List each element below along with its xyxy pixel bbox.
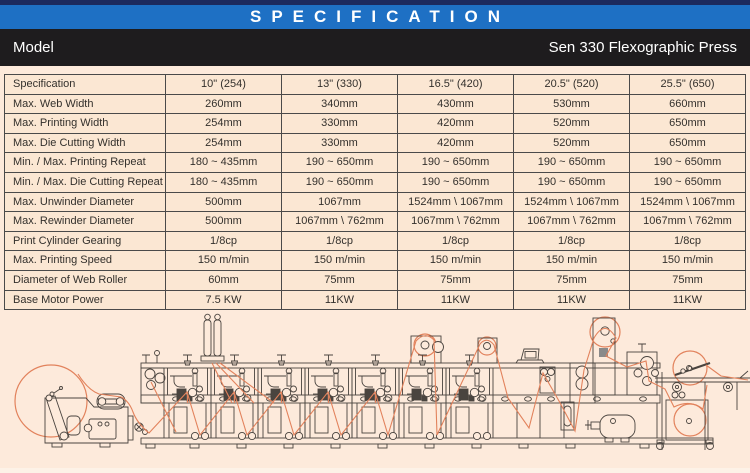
row-label: Print Cylinder Gearing	[5, 231, 166, 251]
spec-value-cell: 150 m/min	[630, 251, 746, 271]
table-row	[5, 192, 746, 212]
spec-value-cell: 520mm	[514, 114, 630, 134]
spec-value-cell: 150 m/min	[166, 251, 282, 271]
idler-towers	[411, 336, 497, 363]
spec-value-cell: 330mm	[282, 114, 398, 134]
row-label: Base Motor Power	[5, 290, 166, 310]
spec-value-cell: 7.5 KW	[166, 290, 282, 310]
table-row	[5, 270, 746, 290]
spec-value-cell: 254mm	[166, 114, 282, 134]
specification-banner	[0, 5, 750, 29]
spec-value-cell: 1/8cp	[630, 231, 746, 251]
spec-value-cell: 260mm	[166, 94, 282, 114]
spec-value-cell: 190 ~ 650mm	[282, 153, 398, 173]
size-column-header: 25.5" (650)	[630, 75, 746, 95]
pneumatic-cylinders	[201, 314, 224, 361]
spec-value-cell: 11KW	[398, 290, 514, 310]
spec-value-cell: 1067mm	[282, 192, 398, 212]
nip-roller-cluster	[627, 344, 659, 395]
row-label: Max. Rewinder Diameter	[5, 212, 166, 232]
spec-value-cell: 520mm	[514, 133, 630, 153]
spec-value-cell: 190 ~ 650mm	[398, 153, 514, 173]
size-column-header: 13" (330)	[282, 75, 398, 95]
delivery-conveyor	[655, 371, 750, 410]
spec-value-cell: 430mm	[398, 94, 514, 114]
spec-value-cell: 190 ~ 650mm	[630, 153, 746, 173]
spec-value-cell: 190 ~ 650mm	[398, 172, 514, 192]
spec-value-cell: 1067mm \ 762mm	[398, 212, 514, 232]
size-column-header: 20.5" (520)	[514, 75, 630, 95]
bottom-edge-strip	[0, 468, 750, 473]
row-label: Min. / Max. Die Cutting Repeat	[5, 172, 166, 192]
spec-value-cell: 190 ~ 650mm	[282, 172, 398, 192]
table-row	[5, 212, 746, 232]
spec-value-cell: 11KW	[514, 290, 630, 310]
spec-column-header: Specification	[5, 75, 166, 95]
spec-table-body	[5, 94, 746, 310]
model-label: Model	[13, 39, 54, 56]
model-value: Sen 330 Flexographic Press	[548, 39, 737, 56]
spec-value-cell: 1/8cp	[398, 231, 514, 251]
spec-value-cell: 150 m/min	[282, 251, 398, 271]
row-label: Max. Web Width	[5, 94, 166, 114]
spec-value-cell: 530mm	[514, 94, 630, 114]
spec-value-cell: 180 ~ 435mm	[166, 153, 282, 173]
table-row	[5, 133, 746, 153]
row-label: Max. Printing Speed	[5, 251, 166, 271]
row-label: Diameter of Web Roller	[5, 270, 166, 290]
spec-value-cell: 150 m/min	[398, 251, 514, 271]
table-row	[5, 94, 746, 114]
row-label: Max. Unwinder Diameter	[5, 192, 166, 212]
spec-value-cell: 11KW	[282, 290, 398, 310]
spec-value-cell: 75mm	[630, 270, 746, 290]
spec-value-cell: 330mm	[282, 133, 398, 153]
spec-value-cell: 1/8cp	[166, 231, 282, 251]
spec-table	[4, 74, 746, 310]
row-label: Max. Printing Width	[5, 114, 166, 134]
row-label: Min. / Max. Printing Repeat	[5, 153, 166, 173]
table-row	[5, 290, 746, 310]
spec-value-cell: 660mm	[630, 94, 746, 114]
spec-value-cell: 60mm	[166, 270, 282, 290]
table-row	[5, 153, 746, 173]
spec-value-cell: 150 m/min	[514, 251, 630, 271]
spec-value-cell: 1067mm \ 762mm	[514, 212, 630, 232]
spec-value-cell: 1/8cp	[514, 231, 630, 251]
spec-value-cell: 1/8cp	[282, 231, 398, 251]
spec-table-header-row	[5, 75, 746, 95]
rewinder-tower	[593, 318, 615, 395]
spec-value-cell: 650mm	[630, 133, 746, 153]
spec-value-cell: 75mm	[514, 270, 630, 290]
spec-value-cell: 1524mm \ 1067mm	[630, 192, 746, 212]
spec-value-cell: 75mm	[398, 270, 514, 290]
spec-value-cell: 75mm	[282, 270, 398, 290]
machine-diagram	[0, 310, 750, 473]
infeed-unit	[128, 416, 148, 440]
banner-title: SPECIFICATION	[249, 7, 511, 26]
spec-value-cell: 190 ~ 650mm	[514, 153, 630, 173]
spec-value-cell: 190 ~ 650mm	[630, 172, 746, 192]
control-laptop	[516, 349, 544, 363]
spec-value-cell: 190 ~ 650mm	[514, 172, 630, 192]
spec-value-cell: 180 ~ 435mm	[166, 172, 282, 192]
table-row	[5, 231, 746, 251]
table-row	[5, 251, 746, 271]
spec-value-cell: 1524mm \ 1067mm	[514, 192, 630, 212]
spec-value-cell: 500mm	[166, 192, 282, 212]
spec-value-cell: 340mm	[282, 94, 398, 114]
unwinder-roll	[15, 365, 87, 437]
spec-value-cell: 1524mm \ 1067mm	[398, 192, 514, 212]
spec-value-cell: 254mm	[166, 133, 282, 153]
spec-table-wrap	[0, 66, 750, 310]
table-row	[5, 114, 746, 134]
model-bar	[0, 29, 750, 66]
size-column-header: 16.5" (420)	[398, 75, 514, 95]
spec-value-cell: 650mm	[630, 114, 746, 134]
size-column-header: 10" (254)	[166, 75, 282, 95]
spec-value-cell: 1067mm \ 762mm	[630, 212, 746, 232]
spec-value-cell: 11KW	[630, 290, 746, 310]
row-label: Max. Die Cutting Width	[5, 133, 166, 153]
spec-value-cell: 1067mm \ 762mm	[282, 212, 398, 232]
spec-value-cell: 420mm	[398, 114, 514, 134]
table-row	[5, 172, 746, 192]
spec-value-cell: 500mm	[166, 212, 282, 232]
spec-value-cell: 420mm	[398, 133, 514, 153]
